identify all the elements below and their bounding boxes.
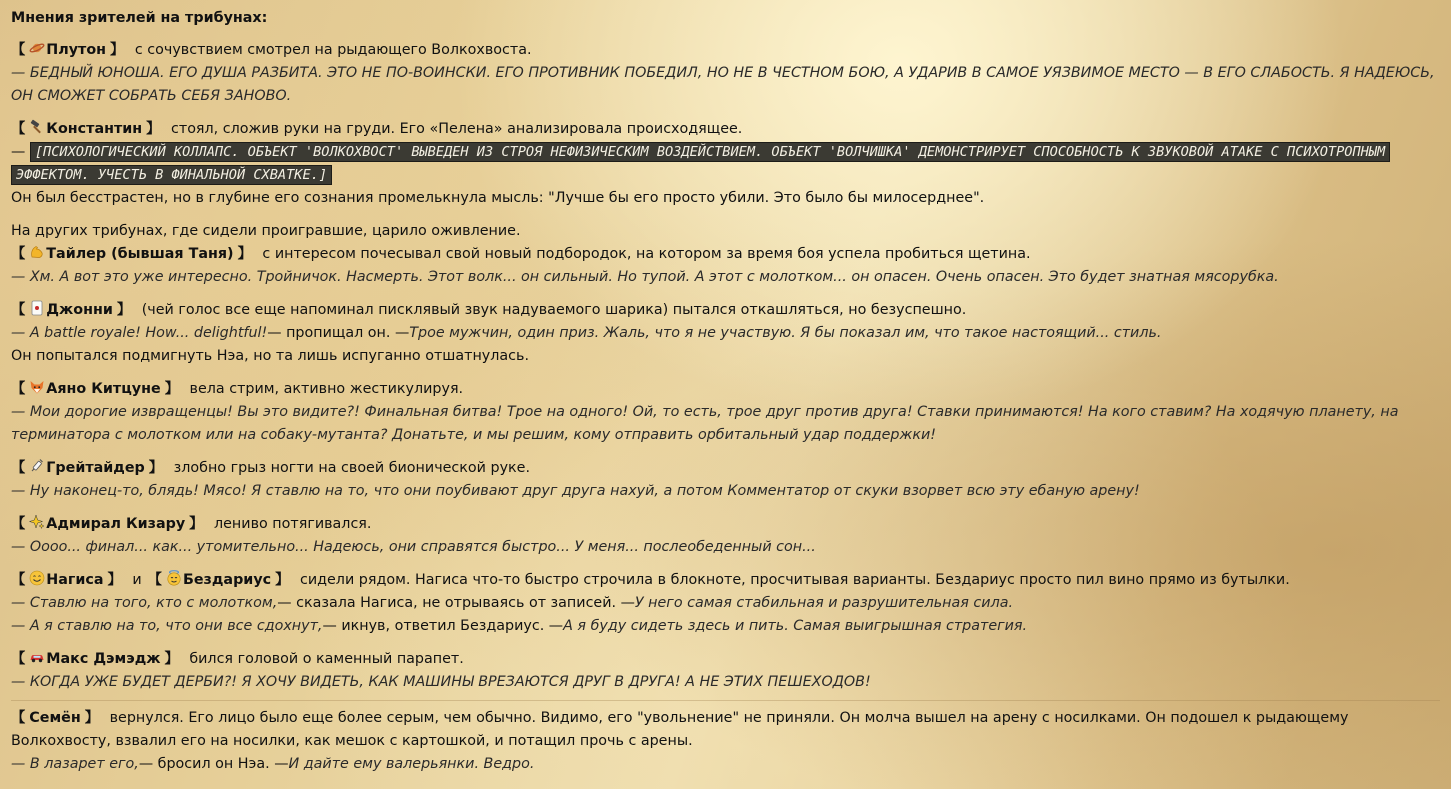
character-action: сидели рядом. Нагиса что-то быстро строчила в блокноте, просчитывая варианты. Бездариус просто пил вино прямо из бутылки. bbox=[299, 572, 1290, 588]
entry-header: 【 Аяно Китцуне 】 вела стрим, активно жестикулируя. bbox=[11, 381, 464, 397]
character-quote: — Мои дорогие извращенцы! Вы это видите?! Финальная битва! Трое на одного! Ой, то есть, трое друг против друга! Ставки принимаются! На кого ставим? На ходячую планету, на терминатора с молотком или на собаку-мутанта? Донатьте, и мы решим, кому отправить орбитальный удар поддержки! bbox=[11, 404, 1399, 443]
character-name: Макс Дэмэдж bbox=[46, 651, 161, 667]
character-action: злобно грыз ногти на своей бионической руке. bbox=[173, 460, 531, 476]
character-name: Бездариус bbox=[182, 572, 272, 588]
character-name: Аяно Китцуне bbox=[46, 381, 161, 397]
divider bbox=[11, 700, 1440, 701]
entry-header: 【 Плутон 】 с сочувствием смотрел на рыдающего Волкохвоста. bbox=[11, 42, 532, 58]
character-action: стоял, сложив руки на груди. Его «Пелена» анализировала происходящее. bbox=[171, 121, 743, 137]
entry-header: 【 Грейтайдер 】 злобно грыз ногти на своей бионической руке. bbox=[11, 460, 531, 476]
character-name: Нагиса bbox=[46, 572, 104, 588]
entry-johnny bbox=[11, 299, 1440, 368]
character-quote: — А я ставлю на то, что они все сдохнут,— икнув, ответил Бездариус. —А я буду сидеть здесь и пить. Самая выигрышная стратегия. bbox=[11, 618, 1028, 634]
flexed-bicep-icon bbox=[29, 244, 45, 260]
fox-icon bbox=[29, 379, 45, 395]
entry-header: 【 Адмирал Кизару 】 лениво потягивался. bbox=[11, 516, 372, 532]
character-action: с сочувствием смотрел на рыдающего Волкохвоста. bbox=[134, 42, 532, 58]
character-name: Плутон bbox=[46, 42, 107, 58]
sparkles-icon bbox=[29, 514, 45, 530]
entry-header: 【 Макс Дэмэдж 】 бился головой о каменный парапет. bbox=[11, 651, 464, 667]
entry-konstantin bbox=[11, 118, 1440, 210]
character-name: Грейтайдер bbox=[46, 460, 145, 476]
system-message: [ПСИХОЛОГИЧЕСКИЙ КОЛЛАПС. ОБЪЕКТ 'ВОЛКОХВОСТ' ВЫВЕДЕН ИЗ СТРОЯ НЕФИЗИЧЕСКИМ ВОЗДЕЙСТВИЕМ. ОБЪЕКТ 'ВОЛЧИШКА' ДЕМОНСТРИРУЕТ СПОСОБНОСТЬ К ЗВУКОВОЙ АТАКЕ С ПСИХОТРОПНЫМ ЭФФЕКТОМ. УЧЕСТЬ В ФИНАЛЬНОЙ СХВАТКЕ.] bbox=[11, 142, 1390, 185]
character-name: Семён bbox=[29, 710, 81, 726]
entry-semyon bbox=[11, 707, 1440, 776]
conjunction: и bbox=[132, 572, 142, 588]
red-car-icon bbox=[29, 649, 45, 665]
syringe-icon bbox=[29, 458, 45, 474]
character-quote: — Оооо... финал... как... утомительно... Надеюсь, они справятся быстро... У меня... послеобеденный сон... bbox=[11, 539, 816, 555]
entry-header: 【 Джонни 】 (чей голос все еще напоминал писклявый звук надуваемого шарика) пытался откашляться, но безуспешно. bbox=[11, 302, 967, 318]
character-action: с интересом почесывал свой новый подбородок, на котором за время боя успела пробиться щетина. bbox=[262, 246, 1031, 262]
character-quote: — КОГДА УЖЕ БУДЕТ ДЕРБИ?! Я ХОЧУ ВИДЕТЬ, КАК МАШИНЫ ВРЕЗАЮТСЯ ДРУГ В ДРУГА! А НЕ ЭТИХ ПЕШЕХОДОВ! bbox=[11, 674, 871, 690]
character-quote: — Ставлю на того, кто с молотком,— сказала Нагиса, не отрываясь от записей. —У него самая стабильная и разрушительная сила. bbox=[11, 595, 1014, 611]
entry-nagisa-bezdarius bbox=[11, 569, 1440, 638]
character-quote: — Ну наконец-то, блядь! Мясо! Я ставлю на то, что они поубивают друг друга нахуй, а потом Комментатор от скуки взорвет всю эту ебаную арену! bbox=[11, 483, 1140, 499]
character-action: (чей голос все еще напоминал писклявый звук надуваемого шарика) пытался откашляться, но безуспешно. bbox=[141, 302, 967, 318]
character-name: Джонни bbox=[46, 302, 113, 318]
entry-max bbox=[11, 648, 1440, 694]
entry-greytaider bbox=[11, 457, 1440, 503]
character-action: бился головой о каменный парапет. bbox=[189, 651, 464, 667]
entry-header: 【 Нагиса 】 и 【 Бездариус 】 сидели рядом. Нагиса что-то быстро строчила в блокноте, просчитывая варианты. Бездариус просто пил вино прямо из бутылки. bbox=[11, 572, 1290, 588]
smiling-face-icon bbox=[29, 570, 45, 586]
character-thought: Он был бесстрастен, но в глубине его сознания промелькнула мысль: "Лучше бы его просто убили. Это было бы милосерднее". bbox=[11, 190, 985, 206]
entry-kizaru bbox=[11, 513, 1440, 559]
character-quote: — Хм. А вот это уже интересно. Тройничок. Насмерть. Этот волк... он сильный. Но тупой. А этот с молотком... он опасен. Очень опасен. Это будет знатная мясорубка. bbox=[11, 269, 1279, 285]
saturn-planet-icon bbox=[29, 40, 45, 56]
character-quote: — В лазарет его,— бросил он Нэа. —И дайте ему валерьянки. Ведро. bbox=[11, 756, 535, 772]
character-quote: — A battle royale! How... delightful!— пропищал он. —Трое мужчин, один приз. Жаль, что я не участвую. Я бы показал им, что такое настоящий... стиль. bbox=[11, 325, 1162, 341]
character-name: Адмирал Кизару bbox=[46, 516, 186, 532]
halo-face-icon bbox=[166, 570, 182, 586]
section-heading: Мнения зрителей на трибунах: bbox=[11, 10, 268, 26]
entry-header: 【 Семён 】 вернулся. Его лицо было еще более серым, чем обычно. Видимо, его "увольнение" не приняли. Он молча вышел на арену с носилками. Он подошел к рыдающему Волкохвосту, взвалил его на носилки, как мешок с картошкой, и потащил прочь с арены. bbox=[11, 710, 1349, 749]
entry-tyler bbox=[11, 220, 1440, 289]
character-after: Он попытался подмигнуть Нэа, но та лишь испуганно отшатнулась. bbox=[11, 348, 529, 364]
hammer-icon bbox=[29, 119, 45, 135]
entry-pluton bbox=[11, 39, 1440, 108]
character-quote: — БЕДНЫЙ ЮНОША. ЕГО ДУША РАЗБИТА. ЭТО НЕ ПО-ВОИНСКИ. ЕГО ПРОТИВНИК ПОБЕДИЛ, НО НЕ В ЧЕСТНОМ БОЮ, А УДАРИВ В САМОЕ УЯЗВИМОЕ МЕСТО — В ЕГО СЛАБОСТЬ. Я НАДЕЮСЬ, ОН СМОЖЕТ СОБРАТЬ СЕБЯ ЗАНОВО. bbox=[11, 65, 1435, 104]
entry-header: 【 Константин 】 стоял, сложив руки на груди. Его «Пелена» анализировала происходящее. bbox=[11, 121, 743, 137]
character-action: вернулся. Его лицо было еще более серым, чем обычно. Видимо, его "увольнение" не приняли. Он молча вышел на арену с носилками. Он подошел к рыдающему Волкохвосту, взвалил его на носилки, как мешок с картошкой, и потащил прочь с арены. bbox=[11, 710, 1349, 749]
entry-ayano bbox=[11, 378, 1440, 447]
entry-header: 【 Тайлер (бывшая Таня) 】 с интересом почесывал свой новый подбородок, на котором за время боя успела пробиться щетина. bbox=[11, 246, 1031, 262]
system-analysis: — [ПСИХОЛОГИЧЕСКИЙ КОЛЛАПС. ОБЪЕКТ 'ВОЛКОХВОСТ' ВЫВЕДЕН ИЗ СТРОЯ НЕФИЗИЧЕСКИМ ВОЗДЕЙСТВИЕМ. ОБЪЕКТ 'ВОЛЧИШКА' ДЕМОНСТРИРУЕТ СПОСОБНОСТЬ К ЗВУКОВОЙ АТАКЕ С ПСИХОТРОПНЫМ ЭФФЕКТОМ. УЧЕСТЬ В ФИНАЛЬНОЙ СХВАТКЕ.] bbox=[11, 141, 1440, 187]
character-action: вела стрим, активно жестикулируя. bbox=[189, 381, 464, 397]
losers-intro: На других трибунах, где сидели проигравшие, царило оживление. bbox=[11, 223, 521, 239]
character-name: Константин bbox=[46, 121, 143, 137]
character-action: лениво потягивался. bbox=[214, 516, 372, 532]
playing-card-icon bbox=[29, 300, 45, 316]
character-name: Тайлер (бывшая Таня) bbox=[46, 246, 234, 262]
